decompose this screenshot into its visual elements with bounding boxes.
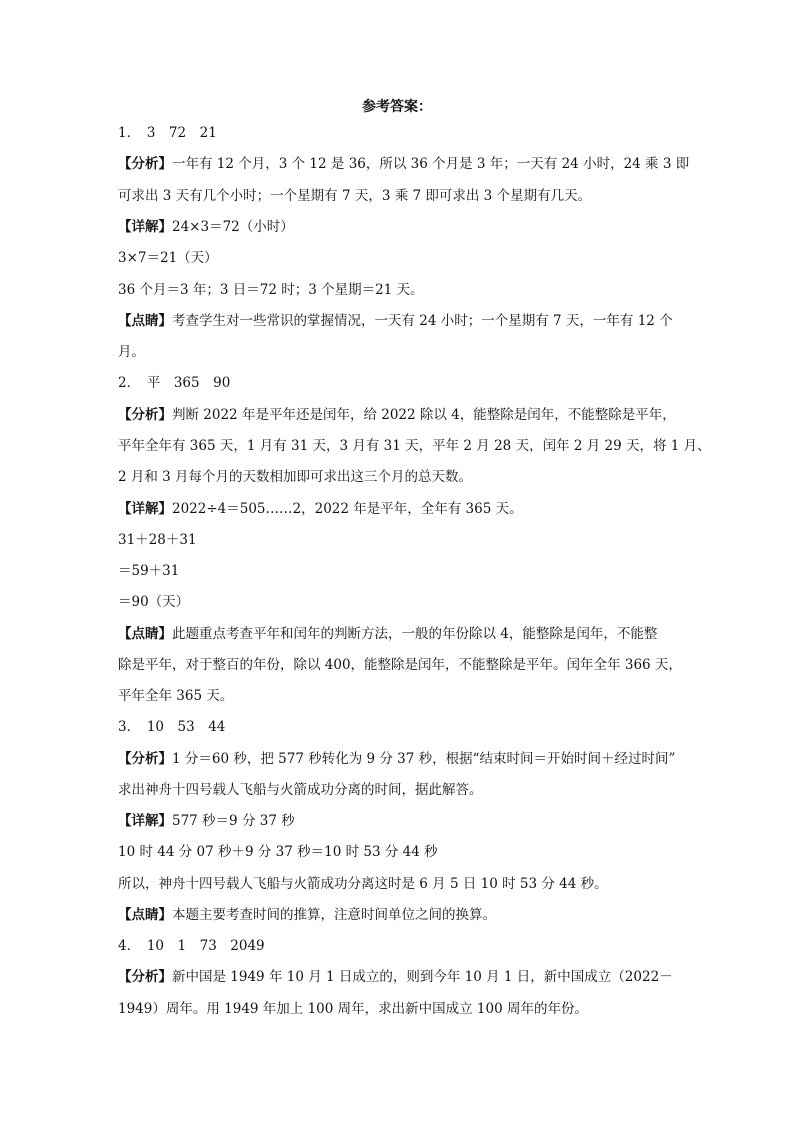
- q1-analysis-line-2: 可求出 3 天有几个小时；一个星期有 7 天，3 乘 7 即可求出 3 个星期有几天。: [118, 188, 592, 204]
- q3-detail-line-2: 10 时 44 分 07 秒＋9 分 37 秒＝10 时 53 分 44 秒: [118, 844, 438, 860]
- q2-comment-line-3: 平年全年 365 天。: [118, 688, 234, 704]
- q2-answer: 2． 平 365 90: [118, 375, 231, 391]
- q4-answer: 4． 10 1 73 2049: [118, 938, 265, 954]
- page-title: 参考答案：: [362, 99, 432, 115]
- q1-comment-text-1: 考查学生对一些常识的掌握情况，一天有 24 小时；一个星期有 7 天，一年有 12 个: [172, 313, 673, 329]
- detail-tag: 【详解】: [118, 219, 172, 235]
- q3-detail-line-3: 所以，神舟十四号载人飞船与火箭成功分离这时是 6 月 5 日 10 时 53 分 44 秒。: [118, 876, 608, 892]
- q2-analysis-text-1: 判断 2022 年是平年还是闰年，给 2022 除以 4，能整除是闰年，不能整除是平年，: [172, 407, 676, 423]
- q2-comment-text-1: 此题重点考查平年和闰年的判断方法，一般的年份除以 4，能整除是闰年，不能整: [172, 626, 658, 642]
- analysis-tag: 【分析】: [118, 751, 172, 767]
- q3-answer: 3． 10 53 44: [118, 719, 226, 735]
- analysis-tag: 【分析】: [118, 156, 172, 172]
- analysis-tag: 【分析】: [118, 407, 172, 423]
- detail-tag: 【详解】: [118, 501, 172, 517]
- analysis-tag: 【分析】: [118, 969, 172, 985]
- q4-analysis-line-2: 1949）周年。用 1949 年加上 100 周年，求出新中国成立 100 周年的年份。: [118, 1001, 588, 1017]
- q2-comment-line-2: 除是平年，对于整百的年份，除以 400，能整除是闰年，不能整除是平年。闰年全年 366 天，: [118, 657, 682, 673]
- q1-detail-line-2: 3×7＝21（天）: [118, 250, 218, 266]
- q2-analysis-line-2: 平年全年有 365 天，1 月有 31 天，3 月有 31 天，平年 2 月 28 天，闰年 2 月 29 天，将 1 月、: [118, 438, 711, 454]
- q4-analysis-line-1: [118, 968, 708, 986]
- q2-detail-line-4: ＝90（天）: [118, 594, 190, 610]
- q1-analysis-text-1: 一年有 12 个月，3 个 12 是 36，所以 36 个月是 3 年；一天有 24 小时，24 乘 3 即: [172, 156, 690, 172]
- q1-detail-line-3: 36 个月＝3 年；3 日＝72 时；3 个星期＝21 天。: [118, 282, 424, 298]
- q4-analysis-text-1: 新中国是 1949 年 10 月 1 日成立的，则到今年 10 月 1 日，新中国成立（2022－: [172, 969, 673, 985]
- comment-tag: 【点睛】: [118, 626, 172, 642]
- q3-detail-line-1: [118, 812, 708, 830]
- q3-analysis-text-1: 1 分＝60 秒，把 577 秒转化为 9 分 37 秒，根据“结束时间＝开始时间＋经过时间”: [172, 751, 676, 767]
- q1-detail-line-1: [118, 218, 708, 236]
- q2-analysis-line-3: 2 月和 3 月每个月的天数相加即可求出这三个月的总天数。: [118, 469, 473, 485]
- q2-detail-line-2: 31＋28＋31: [118, 532, 197, 548]
- q1-comment-line-1: [118, 312, 708, 330]
- q2-analysis-line-1: [118, 406, 708, 424]
- q3-analysis-line-1: [118, 750, 708, 768]
- q1-answer: 1． 3 72 21: [118, 125, 217, 141]
- q3-analysis-line-2: 求出神舟十四号载人飞船与火箭成功分离的时间，据此解答。: [118, 782, 483, 798]
- q1-analysis-line-1: [118, 155, 708, 173]
- q1-detail-text-1: 24×3＝72（小时）: [172, 219, 294, 235]
- q3-detail-text-1: 577 秒＝9 分 37 秒: [172, 813, 295, 829]
- q2-comment-line-1: [118, 625, 708, 643]
- comment-tag: 【点睛】: [118, 313, 172, 329]
- q3-comment-text-1: 本题主要考查时间的推算，注意时间单位之间的换算。: [172, 907, 496, 923]
- q1-comment-line-2: 月。: [118, 344, 145, 360]
- comment-tag: 【点睛】: [118, 907, 172, 923]
- q2-detail-text-1: 2022÷4＝505……2，2022 年是平年，全年有 365 天。: [172, 501, 523, 517]
- q2-detail-line-1: [118, 500, 708, 518]
- detail-tag: 【详解】: [118, 813, 172, 829]
- q2-detail-line-3: ＝59＋31: [118, 563, 180, 579]
- q3-comment-line-1: [118, 906, 708, 924]
